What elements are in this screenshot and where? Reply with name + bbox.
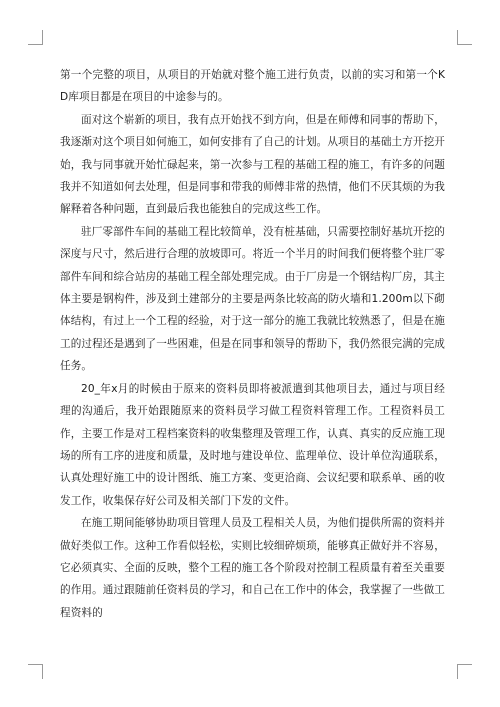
document-body (60, 64, 445, 624)
crop-mark-top-left (28, 30, 43, 45)
crop-mark-bottom-left (28, 664, 43, 679)
paragraph-3: 驻厂零部件车间的基础工程比较简单，没有桩基础，只需要控制好基坑开挖的深度与尺寸，然后进行合理的放坡即可。将近一个半月的时间我们便将整个驻厂零部件车间和综合站房的基础工程全部处理完成。由于厂房是一个钢结构厂房，其主体主要是钢构件，涉及到土建部分的主要是两条比较高的防火墙和1.200m以下砌体结构，有过上一个工程的经验，对于这一部分的施工我就比较熟悉了，但是在施工的过程还是遇到了一些困难，但是在同事和领导的帮助下，我仍然很完满的完成任务。 (60, 225, 445, 373)
paragraph-2: 面对这个崭新的项目，我有点开始找不到方向，但是在师傅和同事的帮助下，我逐渐对这个项目如何施工，如何安排有了自己的计划。从项目的基础土方开挖开始，我与同事就开始忙碌起来，第一次参与工程的基础工程的施工，有许多的问题我并不知道如何去处理，但是同事和带我的师傅非常的热情，他们不厌其烦的为我解释着各种问题，直到最后我也能独自的完成这些工作。 (60, 113, 445, 216)
paragraph-4: 20_年x月的时候由于原来的资料员即将被派遣到其他项目去，通过与项目经理的沟通后，我开始跟随原来的资料员学习做工程资料管理工作。工程资料员工作，主要工作是对工程档案资料的收集整理及管理工作，认真、真实的反应施工现场的所有工序的进度和质量，及时地与建设单位、监理单位、设计单位沟通联系，认真处理好施工中的设计图纸、施工方案、变更洽商、会议纪要和联系单、函的收发工作，收集保存好公司及相关部门下发的文件。 (60, 382, 445, 507)
crop-mark-bottom-right (457, 664, 472, 679)
paragraph-1: 第一个完整的项目，从项目的开始就对整个施工进行负责，以前的实习和第一个KD库项目都是在项目的中途参与的。 (60, 69, 445, 104)
paragraph-5: 在施工期间能够协助项目管理人员及工程相关人员，为他们提供所需的资料并做好类似工作。这种工作看似轻松，实则比较细碎烦琐，能够真正做好并不容易，它必须真实、全面的反映，整个工程的施工各个阶段对控制工程质量有着至关重要的作用。通过跟随前任资料员的学习，和自己在工作中的体会，我掌握了一些做工程资料的 (60, 517, 445, 619)
crop-mark-top-right (457, 30, 472, 45)
